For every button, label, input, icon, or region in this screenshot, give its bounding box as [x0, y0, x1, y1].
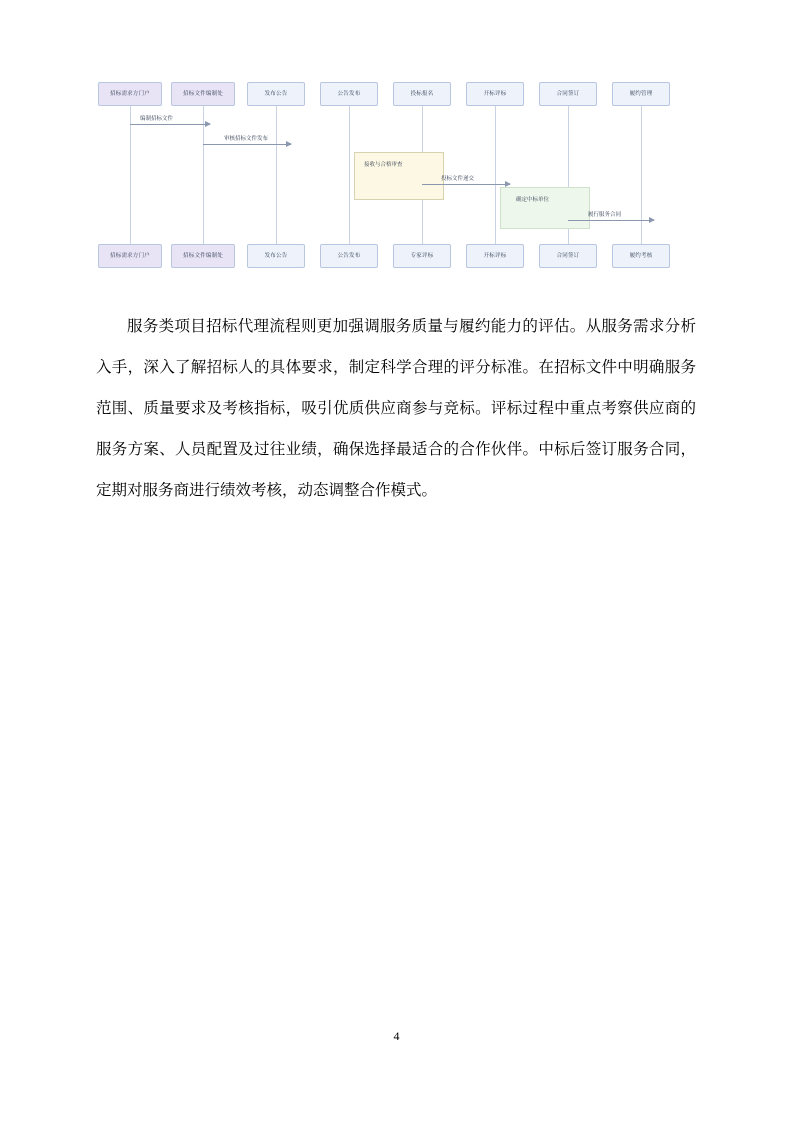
message-label-3: 投标文件递交 [441, 176, 475, 182]
activation-box-2 [500, 187, 590, 229]
node-bottom-4: 公告发布 [320, 244, 378, 268]
lifeline-6 [495, 92, 496, 252]
node-bottom-7: 合同签订 [539, 244, 597, 268]
message-label-2: 审核招标文件发布 [224, 136, 269, 142]
node-top-1: 招标需求方门户 [98, 82, 162, 106]
node-bottom-5: 专家评标 [393, 244, 451, 268]
body-paragraph: 服务类项目招标代理流程则更加强调服务质量与履约能力的评估。从服务需求分析入手，深入了解招标人的具体要求，制定科学合理的评分标准。在招标文件中明确服务范围、质量要求及考核指标，吸引优质供应商参与竞标。评标过程中重点考察供应商的服务方案、人员配置及过往业绩，确保选择最适合的合作伙伴。中标后签订服务合同，定期对服务商进行绩效考核，动态调整合作模式。 [96, 317, 696, 499]
process-flow-diagram [96, 62, 696, 287]
node-top-2: 招标文件编制处 [171, 82, 235, 106]
page-number: 4 [393, 1029, 400, 1043]
lifeline-1 [130, 92, 131, 252]
message-arrow-3 [422, 184, 510, 185]
node-bottom-3: 发布公告 [247, 244, 305, 268]
node-top-7: 合同签订 [539, 82, 597, 106]
lifeline-2 [203, 92, 204, 252]
node-top-3: 发布公告 [247, 82, 305, 106]
node-top-5: 投标报名 [393, 82, 451, 106]
node-bottom-6: 开标评标 [466, 244, 524, 268]
lifeline-8 [641, 92, 642, 252]
node-bottom-2: 招标文件编制处 [171, 244, 235, 268]
message-label-1: 编制招标文件 [140, 116, 174, 122]
node-top-8: 履约管理 [612, 82, 670, 106]
activation-label-2: 确定中标单位 [516, 197, 550, 203]
node-bottom-8: 履约考核 [612, 244, 670, 268]
activation-label-1: 接收与合格审查 [364, 162, 403, 168]
lifeline-3 [276, 92, 277, 252]
message-arrow-1 [130, 124, 210, 125]
lifeline-4 [349, 92, 350, 252]
message-arrow-2 [203, 144, 291, 145]
message-arrow-4 [568, 220, 654, 221]
message-label-4: 履行服务合同 [588, 212, 622, 218]
node-top-4: 公告发布 [320, 82, 378, 106]
node-bottom-1: 招标需求方门户 [98, 244, 162, 268]
node-top-6: 开标评标 [466, 82, 524, 106]
